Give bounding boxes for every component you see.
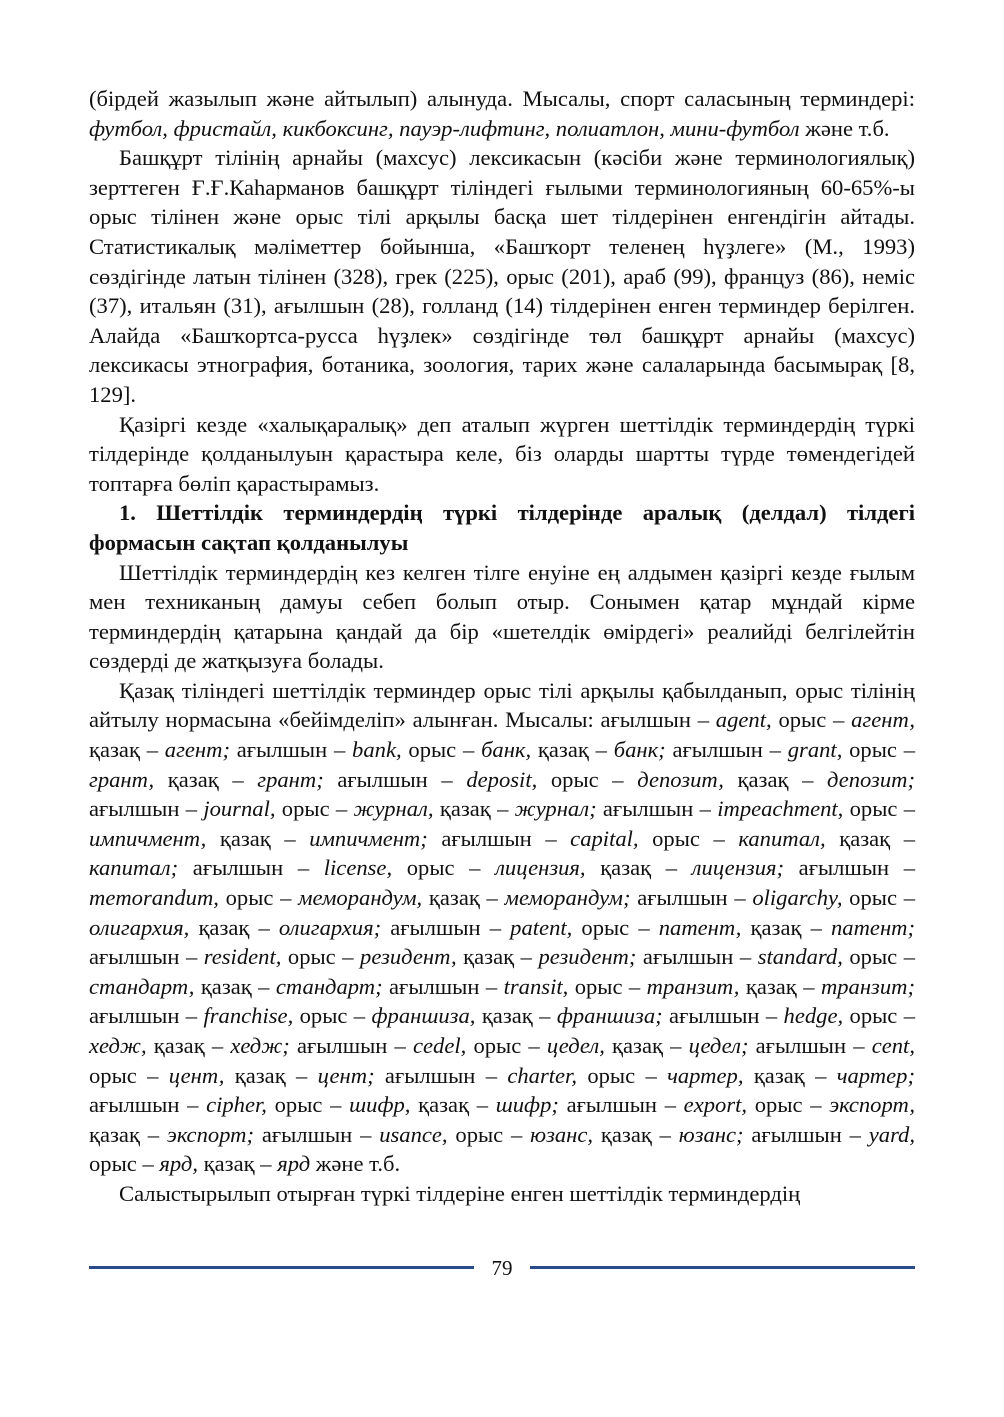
italic-term: yard, xyxy=(868,1121,915,1147)
italic-term: импичмент; xyxy=(309,825,428,851)
text-run: қазақ – xyxy=(206,825,310,851)
italic-term: меморандум; xyxy=(504,885,631,911)
text-run: қазақ – xyxy=(739,973,821,999)
text-run: 1. Шеттілдік терминдердің түркі тілдерінде аралық (делдал) тілдегі формасын сақтап қолданылуы xyxy=(89,500,915,555)
italic-term: транзит; xyxy=(820,973,916,999)
italic-term: чартер, xyxy=(667,1062,744,1088)
text-run: ағылшын – xyxy=(596,796,718,822)
italic-term: резидент, xyxy=(360,944,457,970)
italic-term: депозит, xyxy=(637,766,724,792)
italic-term: грант, xyxy=(89,766,155,792)
italic-term: хедж; xyxy=(230,1033,290,1058)
text-run: қазақ – xyxy=(456,944,539,970)
italic-term: цент, xyxy=(168,1062,225,1088)
text-run: қазақ – xyxy=(154,766,258,792)
italic-term: банк; xyxy=(613,737,666,763)
italic-term: олигархия, xyxy=(89,914,190,940)
text-run: ағылшын – xyxy=(230,737,353,763)
page-footer xyxy=(89,1256,915,1280)
text-run: және т.б. xyxy=(799,115,890,141)
text-run: ағылшын – xyxy=(254,1121,380,1147)
page-number: 79 xyxy=(491,1256,513,1280)
text-run: Башқұрт тілінің арнайы (махсус) лексикасын (кәсіби және терминологиялық) зерттеген Ғ.Ғ.Каһарманов башқұрт тіліндегі ғылыми терминологияның 60-65%-ы орыс тілінен және орыс тілі арқылы басқа шет тілдерінен енгендігін айтады. Статистикалық мәліметтер бойынша, «Башҡорт теленең һүҙлеге» (М., 1993) сөздігінде латын тілінен (328), грек (225), орыс (201), араб (99), француз (86), неміс (37), итальян (31), ағылшын (28), голланд (14) тілдерінен енген терминдер берілген. Алайда «Башҡортса-русса һүҙлек» сөздігінде төл башқұрт арнайы (махсус) лексикасы этнография, ботаника, зоология, тарих және салаларында басымырақ [8, 129]. xyxy=(89,145,915,407)
italic-term: usance, xyxy=(379,1121,448,1147)
italic-term: resident, xyxy=(203,944,282,970)
italic-term: capital, xyxy=(570,825,639,851)
text-run: орыс – xyxy=(843,796,916,822)
text-run: және т.б. xyxy=(310,1151,401,1177)
italic-term: олигархия; xyxy=(278,914,382,940)
text-run: орыс – xyxy=(842,737,915,763)
italic-term: export, xyxy=(683,1092,748,1118)
text-run: орыс – xyxy=(275,796,354,822)
italic-term: капитал, xyxy=(738,825,826,851)
text-run: орыс – xyxy=(771,707,852,733)
italic-term: юзанс; xyxy=(678,1121,744,1147)
text-run: Қазақ тіліндегі шеттілдік терминдер орыс тілі арқылы қабылданып, орыс тілінің айтылу нормасына «бейімделіп» алынған. Мысалы: ағылшын – xyxy=(89,677,915,733)
section-heading xyxy=(89,498,915,557)
text-run: орыс – xyxy=(842,885,915,911)
paragraph xyxy=(89,558,915,676)
text-run: орыс – xyxy=(392,855,496,881)
italic-term: cedel, xyxy=(412,1033,467,1058)
text-run: қазақ – xyxy=(89,1121,167,1147)
text-run: қазақ – xyxy=(410,1092,496,1118)
text-run: ағылшын – xyxy=(289,1033,413,1058)
italic-term: журнал, xyxy=(353,796,434,822)
text-run: қазақ – xyxy=(741,914,831,940)
text-run: ағылшын – xyxy=(89,1003,204,1029)
text-run: қазақ – xyxy=(475,1003,557,1029)
footer-rule-right xyxy=(530,1266,915,1269)
italic-term: transit, xyxy=(503,973,569,999)
paragraph xyxy=(89,143,915,409)
text-run: қазақ – xyxy=(593,1121,679,1147)
text-run: (бірдей жазылып және айтылып) алынуда. Мысалы, спорт саласының терминдері: xyxy=(89,86,915,111)
italic-term: экспорт, xyxy=(829,1092,916,1118)
text-run: ағылшын – xyxy=(784,855,916,881)
italic-term: franchise, xyxy=(203,1003,294,1029)
text-run: қазақ – xyxy=(604,1033,689,1058)
text-run: ағылшын – xyxy=(427,825,571,851)
italic-term: журнал; xyxy=(514,796,597,822)
italic-term: ярд, xyxy=(159,1151,198,1177)
text-run: орыс – xyxy=(293,1003,372,1029)
text-run: қазақ – xyxy=(224,1062,318,1088)
text-run: ағылшын – xyxy=(636,944,758,970)
italic-term: cipher, xyxy=(206,1092,267,1118)
italic-term: шифр, xyxy=(349,1092,411,1118)
text-run: ағылшын – xyxy=(178,855,324,881)
text-run: ағылшын – xyxy=(374,1062,508,1088)
text-run: қазақ – xyxy=(531,737,614,763)
italic-term: банк, xyxy=(481,737,532,763)
text-run: қазақ – xyxy=(422,885,505,911)
text-run: ағылшын – xyxy=(89,944,204,970)
italic-term: цент; xyxy=(317,1062,375,1088)
italic-term: стандарт; xyxy=(275,973,383,999)
italic-term: patent, xyxy=(510,914,573,940)
text-run: қазақ – xyxy=(189,914,279,940)
italic-term: oligarchy, xyxy=(752,885,843,911)
italic-term: лицензия, xyxy=(495,855,586,881)
italic-term: лицензия; xyxy=(691,855,785,881)
paragraph xyxy=(89,1179,915,1209)
text-run: орыс – xyxy=(638,825,739,851)
text-run: ағылшын – xyxy=(630,885,753,911)
text-run: орыс – xyxy=(843,1003,915,1029)
text-run: орыс – xyxy=(466,1033,547,1058)
italic-term: standard, xyxy=(757,944,843,970)
text-run: орыс – xyxy=(572,914,659,940)
text-run: Шеттілдік терминдердің кез келген тілге енуіне ең алдымен қазіргі кезде ғылым мен техниканың дамуы себеп болып отыр. Сонымен қатар мұндай кірме терминдердің қатарына қандай да бір «шетелдік өмірдегі» реалийді белгілейтін сөздерді де жатқызуға болады. xyxy=(89,559,915,674)
text-run: орыс – xyxy=(842,944,916,970)
paragraph xyxy=(89,410,915,499)
text-run: ағылшын – xyxy=(743,1121,869,1147)
italic-term: journal, xyxy=(203,796,276,822)
italic-term: hedge, xyxy=(783,1003,844,1029)
italic-term: патент, xyxy=(658,914,742,940)
italic-term: стандарт, xyxy=(89,973,195,999)
italic-term: импичмент, xyxy=(89,825,207,851)
text-run: ағылшын – xyxy=(662,1003,784,1029)
text-run: қазақ – xyxy=(723,766,828,792)
text-run: орыс – xyxy=(568,973,647,999)
italic-term: грант; xyxy=(257,766,324,792)
italic-term: меморандум, xyxy=(298,885,423,911)
text-run: орыс – xyxy=(89,1151,160,1177)
italic-term: резидент; xyxy=(538,944,637,970)
text-run: ағылшын – xyxy=(748,1033,872,1058)
italic-term: франшиза; xyxy=(556,1003,663,1029)
italic-term: чартер; xyxy=(836,1062,915,1088)
text-run: ағылшын – xyxy=(89,1092,207,1118)
text-run: орыс – xyxy=(747,1092,830,1118)
text-run: орыс – xyxy=(401,737,482,763)
italic-term: экспорт; xyxy=(166,1121,255,1147)
italic-term: memorandum, xyxy=(89,885,219,911)
italic-term: cent, xyxy=(871,1033,915,1058)
text-run: ағылшын – xyxy=(382,973,504,999)
italic-term: agent, xyxy=(715,707,772,733)
text-run: орыс – xyxy=(537,766,638,792)
body-text xyxy=(89,84,915,1209)
italic-term: charter, xyxy=(507,1062,577,1088)
text-run: ағылшын – xyxy=(665,737,788,763)
text-run: ағылшын – xyxy=(381,914,511,940)
italic-term: агент, xyxy=(851,707,915,733)
text-run: орыс – xyxy=(447,1121,531,1147)
italic-term: цедел; xyxy=(688,1033,749,1058)
italic-term: депозит; xyxy=(827,766,915,792)
text-run: қазақ – xyxy=(743,1062,837,1088)
paragraph xyxy=(89,84,915,143)
text-run: Салыстырылып отырған түркі тілдеріне енген шеттілдік терминдердің xyxy=(119,1180,801,1206)
italic-term: франшиза, xyxy=(371,1003,476,1029)
italic-term: цедел, xyxy=(546,1033,605,1058)
italic-term: license, xyxy=(323,855,393,881)
italic-term: impeachment, xyxy=(717,796,844,822)
italic-term: шифр; xyxy=(495,1092,559,1118)
text-run: орыс – xyxy=(576,1062,668,1088)
text-run: орыс – xyxy=(89,1062,169,1088)
text-run: ағылшын – xyxy=(323,766,467,792)
italic-term: юзанс, xyxy=(530,1121,594,1147)
text-run: қазақ – xyxy=(585,855,692,881)
italic-term: ярд xyxy=(277,1151,311,1177)
text-run: қазақ – xyxy=(825,825,916,851)
italic-term: капитал; xyxy=(89,855,179,881)
italic-term: патент; xyxy=(831,914,915,940)
text-run: қазақ – xyxy=(89,737,165,763)
text-run: қазақ – xyxy=(433,796,515,822)
italic-term: grant, xyxy=(787,737,843,763)
italic-term: deposit, xyxy=(466,766,538,792)
text-run: қазақ – xyxy=(194,973,276,999)
text-run: қазақ – xyxy=(146,1033,231,1058)
italic-term: хедж, xyxy=(89,1033,147,1058)
text-run: орыс – xyxy=(266,1092,350,1118)
text-run: орыс – xyxy=(281,944,361,970)
text-run: орыс – xyxy=(218,885,299,911)
text-run: Қазіргі кезде «халықаралық» деп аталып жүрген шеттілдік терминдердің түркі тілдерінде қолданылуын қарастыра келе, біз оларды шартты түрде төмендегідей топтарға бөліп қарастырамыз. xyxy=(89,411,915,496)
paragraph xyxy=(89,676,915,1179)
italic-term: bank, xyxy=(352,737,402,763)
italic-term: агент; xyxy=(164,737,230,763)
italic-term: футбол, фристайл, кикбоксинг, пауэр-лифтинг, полиатлон, мини-футбол xyxy=(89,115,800,141)
text-run: қазақ – xyxy=(198,1151,278,1177)
italic-term: транзит, xyxy=(646,973,740,999)
text-run: ағылшын – xyxy=(89,796,204,822)
text-run: ағылшын – xyxy=(558,1092,684,1118)
